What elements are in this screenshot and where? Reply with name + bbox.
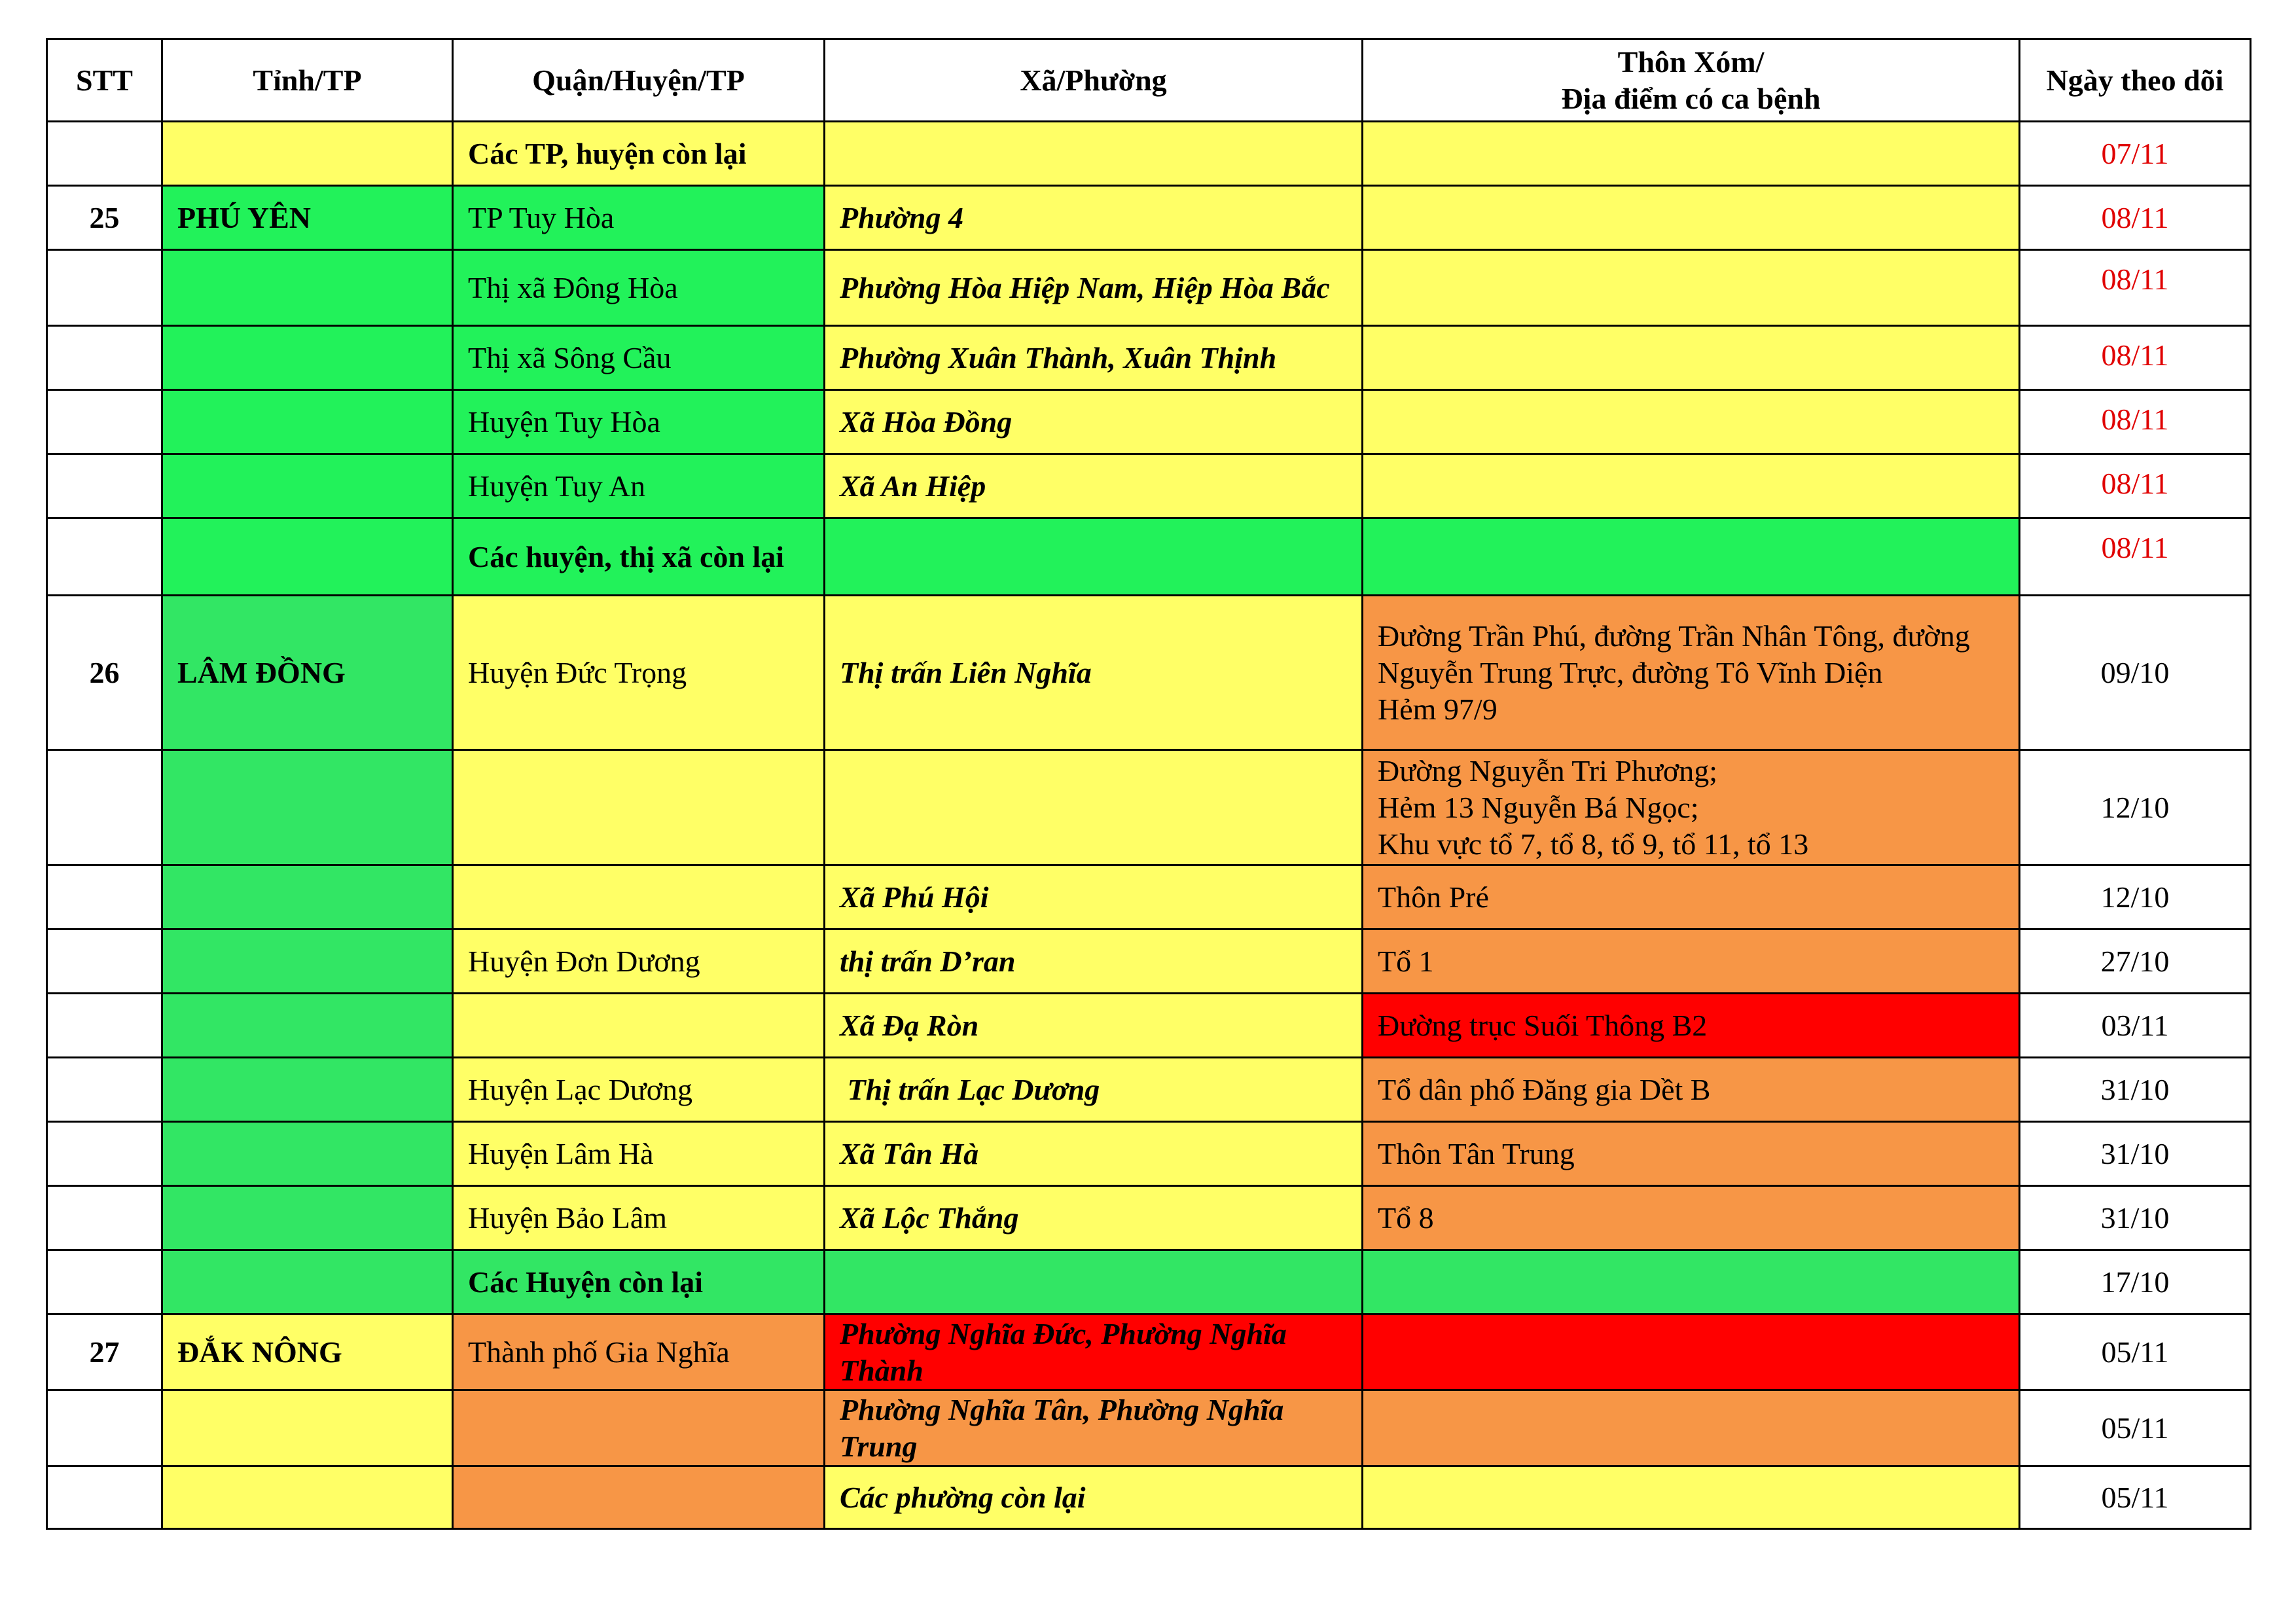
cell-stt (47, 1186, 162, 1250)
cell-district-text: Huyện Lâm Hà (468, 1136, 654, 1170)
table-row (47, 1186, 2251, 1250)
cell-stt (47, 750, 162, 865)
cell-location-text: Đường trục Suối Thông B2 (1378, 1008, 1708, 1042)
table-row (47, 750, 2251, 865)
table-row (47, 1390, 2251, 1466)
cell-date (2020, 1186, 2251, 1250)
cell-location (1363, 250, 2020, 326)
table-row (47, 186, 2251, 250)
cell-ward-text: Phường 4 (840, 200, 964, 234)
cell-location-text: Đường Nguyễn Tri Phương; (1378, 753, 1717, 787)
cell-date (2020, 122, 2251, 186)
cell-district (453, 750, 825, 865)
cell-date-text: 08/11 (2101, 531, 2169, 564)
cell-district-text: Các Huyện còn lại (468, 1265, 704, 1299)
cell-location (1363, 750, 2020, 865)
table-row (47, 250, 2251, 326)
cell-stt (47, 186, 162, 250)
cell-stt (47, 1122, 162, 1186)
cell-ward (825, 929, 1363, 994)
cell-ward (825, 994, 1363, 1058)
cell-district-text: Thị xã Sông Cầu (468, 340, 672, 374)
cell-stt-text: 26 (89, 655, 120, 689)
table-row (47, 865, 2251, 929)
cell-district (453, 186, 825, 250)
cell-location-text: Hẻm 13 Nguyễn Bá Ngọc; (1378, 790, 1699, 824)
cell-province (162, 122, 453, 186)
cell-date (2020, 750, 2251, 865)
cell-date (2020, 596, 2251, 750)
cell-location-text: Thôn Pré (1378, 880, 1489, 914)
cell-date (2020, 250, 2251, 326)
cell-date-text: 08/11 (2101, 200, 2169, 234)
cell-date (2020, 518, 2251, 596)
cell-ward-text: thị trấn D’ran (840, 944, 1016, 978)
cell-province (162, 865, 453, 929)
cell-province (162, 1390, 453, 1466)
cell-district-text: Huyện Đức Trọng (468, 655, 687, 689)
cell-date-text: 08/11 (2101, 338, 2169, 372)
cell-district (453, 390, 825, 454)
cell-district (453, 1466, 825, 1529)
cell-district-text: Huyện Tuy Hòa (468, 405, 660, 439)
cell-district (453, 596, 825, 750)
cell-stt (47, 929, 162, 994)
cell-stt-text: 25 (89, 200, 120, 234)
cell-date (2020, 1058, 2251, 1122)
cell-stt (47, 390, 162, 454)
cell-date-text: 27/10 (2100, 944, 2170, 978)
cell-date (2020, 1466, 2251, 1529)
cell-district-text: Thị xã Đông Hòa (468, 270, 678, 304)
cell-ward-text: Phường Hòa Hiệp Nam, Hiệp Hòa Bắc (840, 270, 1330, 304)
cell-stt (47, 122, 162, 186)
cell-date (2020, 865, 2251, 929)
cell-district-text: TP Tuy Hòa (468, 200, 615, 234)
cell-location-text: Hẻm 97/9 (1378, 692, 1498, 726)
cell-district-text: Huyện Tuy An (468, 469, 645, 503)
cell-location (1363, 929, 2020, 994)
cell-province-text: ĐẮK NÔNG (177, 1335, 342, 1369)
cell-ward (825, 454, 1363, 518)
cell-district (453, 1250, 825, 1314)
header-district: Quận/Huyện/TP (453, 39, 825, 122)
cell-province (162, 1314, 453, 1390)
cell-ward-text: Phường Nghĩa Tân, Phường Nghĩa Trung (840, 1392, 1284, 1463)
cell-location (1363, 994, 2020, 1058)
cell-date (2020, 994, 2251, 1058)
cell-date-text: 08/11 (2101, 262, 2169, 296)
cell-location (1363, 518, 2020, 596)
cell-location-text: Thôn Tân Trung (1378, 1136, 1575, 1170)
cell-date-text: 31/10 (2100, 1072, 2170, 1106)
cell-ward (825, 865, 1363, 929)
cell-location (1363, 1186, 2020, 1250)
cell-province (162, 1058, 453, 1122)
table-row (47, 454, 2251, 518)
cell-date-text: 12/10 (2100, 880, 2170, 914)
cell-location-text: Đường Trần Phú, đường Trần Nhân Tông, đường Nguyễn Trung Trực, đường Tô Vĩnh Diện (1378, 619, 1970, 689)
cell-ward (825, 326, 1363, 390)
table-body (47, 122, 2251, 1529)
cell-location (1363, 1466, 2020, 1529)
cell-stt (47, 1466, 162, 1529)
cell-province (162, 390, 453, 454)
header-date: Ngày theo dõi (2020, 39, 2251, 122)
table-row (47, 1250, 2251, 1314)
table-row (47, 518, 2251, 596)
cell-location (1363, 1390, 2020, 1466)
cell-province (162, 1186, 453, 1250)
table-row (47, 326, 2251, 390)
cell-date-text: 07/11 (2101, 136, 2169, 170)
cell-ward-text: Các phường còn lại (840, 1480, 1086, 1514)
header-location (1363, 39, 2020, 122)
cell-date (2020, 929, 2251, 994)
cell-location (1363, 1250, 2020, 1314)
cell-district (453, 326, 825, 390)
cell-province-text: PHÚ YÊN (177, 200, 312, 234)
cell-district (453, 865, 825, 929)
cell-date-text: 05/11 (2101, 1411, 2169, 1445)
cell-district-text: Huyện Bảo Lâm (468, 1200, 668, 1235)
cell-province (162, 1250, 453, 1314)
cell-province (162, 186, 453, 250)
cell-ward (825, 1186, 1363, 1250)
cell-district (453, 518, 825, 596)
cell-location-text: Tổ 8 (1378, 1200, 1434, 1235)
cell-ward-text: Xã Hòa Đồng (840, 405, 1013, 439)
cell-province (162, 518, 453, 596)
cell-ward (825, 1314, 1363, 1390)
cell-stt (47, 1390, 162, 1466)
cell-location (1363, 390, 2020, 454)
cell-district (453, 250, 825, 326)
cell-ward (825, 1058, 1363, 1122)
header-location-line1: Thôn Xóm/ (1617, 45, 1765, 79)
table-row (47, 1058, 2251, 1122)
cell-ward (825, 250, 1363, 326)
cell-date-text: 31/10 (2100, 1200, 2170, 1235)
cell-location (1363, 326, 2020, 390)
cell-date-text: 31/10 (2100, 1136, 2170, 1170)
cell-district-text: Các TP, huyện còn lại (468, 136, 747, 170)
cell-province (162, 596, 453, 750)
cell-province-text: LÂM ĐỒNG (177, 655, 346, 689)
cell-stt (47, 326, 162, 390)
table-row (47, 390, 2251, 454)
cell-date (2020, 1122, 2251, 1186)
cell-date (2020, 454, 2251, 518)
cell-district (453, 1058, 825, 1122)
cell-ward (825, 518, 1363, 596)
cell-ward-text: Phường Xuân Thành, Xuân Thịnh (840, 340, 1277, 374)
cell-ward (825, 596, 1363, 750)
table-row (47, 122, 2251, 186)
cell-stt (47, 994, 162, 1058)
cell-date (2020, 1314, 2251, 1390)
cell-province (162, 1466, 453, 1529)
cell-province (162, 326, 453, 390)
cell-province (162, 929, 453, 994)
cell-ward-text: Thị trấn Lạc Dương (840, 1072, 1100, 1106)
cell-location-text: Tổ 1 (1378, 944, 1434, 978)
cell-province (162, 1122, 453, 1186)
table-row (47, 1466, 2251, 1529)
cell-province (162, 994, 453, 1058)
cell-district-text: Huyện Đơn Dương (468, 944, 700, 978)
cell-date-text: 08/11 (2101, 467, 2169, 500)
cell-date (2020, 326, 2251, 390)
header-stt: STT (47, 39, 162, 122)
cell-location (1363, 1122, 2020, 1186)
cell-district (453, 1314, 825, 1390)
cell-ward (825, 1250, 1363, 1314)
cell-district-text: Huyện Lạc Dương (468, 1072, 693, 1106)
cell-stt (47, 865, 162, 929)
cell-location (1363, 1314, 2020, 1390)
cell-ward (825, 186, 1363, 250)
cell-district (453, 929, 825, 994)
cell-province (162, 250, 453, 326)
table-row (47, 1314, 2251, 1390)
cell-location (1363, 122, 2020, 186)
cell-date-text: 03/11 (2101, 1008, 2169, 1042)
cell-ward (825, 1122, 1363, 1186)
cell-province (162, 454, 453, 518)
cell-ward (825, 390, 1363, 454)
cell-stt (47, 454, 162, 518)
cell-stt (47, 1250, 162, 1314)
cell-district-text: Các huyện, thị xã còn lại (468, 539, 785, 573)
header-row (47, 39, 2251, 122)
cell-date (2020, 1250, 2251, 1314)
cell-stt (47, 1058, 162, 1122)
table-row (47, 929, 2251, 994)
cell-date (2020, 390, 2251, 454)
cell-location (1363, 1058, 2020, 1122)
cell-stt (47, 250, 162, 326)
cell-date-text: 05/11 (2101, 1480, 2169, 1514)
table-row (47, 596, 2251, 750)
cell-date-text: 12/10 (2100, 790, 2170, 824)
cell-date (2020, 1390, 2251, 1466)
case-tracking-table (46, 38, 2251, 1530)
cell-ward-text: Xã Đạ Ròn (840, 1008, 979, 1042)
cell-ward (825, 1466, 1363, 1529)
cell-location (1363, 596, 2020, 750)
table-header (47, 39, 2251, 122)
cell-date-text: 17/10 (2100, 1265, 2170, 1299)
cell-location (1363, 454, 2020, 518)
cell-district (453, 1122, 825, 1186)
cell-location-text: Tổ dân phố Đăng gia Dềt B (1378, 1072, 1711, 1106)
cell-date (2020, 186, 2251, 250)
cell-stt (47, 518, 162, 596)
cell-district (453, 1390, 825, 1466)
cell-ward-text: Xã Phú Hội (840, 880, 989, 914)
cell-ward (825, 750, 1363, 865)
cell-location-text: Khu vực tổ 7, tổ 8, tổ 9, tổ 11, tổ 13 (1378, 827, 1809, 861)
header-location-line2: Địa điểm có ca bệnh (1561, 81, 1821, 115)
cell-district (453, 454, 825, 518)
cell-ward-text: Xã Tân Hà (840, 1136, 979, 1170)
cell-ward-text: Xã Lộc Thắng (840, 1200, 1019, 1235)
cell-date-text: 09/10 (2100, 655, 2170, 689)
cell-ward-text: Thị trấn Liên Nghĩa (840, 655, 1092, 689)
cell-district (453, 1186, 825, 1250)
header-ward: Xã/Phường (825, 39, 1363, 122)
cell-stt-text: 27 (89, 1335, 120, 1369)
cell-district (453, 122, 825, 186)
cell-province (162, 750, 453, 865)
cell-district (453, 994, 825, 1058)
cell-district-text: Thành phố Gia Nghĩa (468, 1335, 730, 1369)
header-province: Tỉnh/TP (162, 39, 453, 122)
cell-date-text: 08/11 (2101, 403, 2169, 436)
cell-ward (825, 1390, 1363, 1466)
cell-stt (47, 1314, 162, 1390)
table-row (47, 1122, 2251, 1186)
cell-ward-text: Phường Nghĩa Đức, Phường Nghĩa Thành (840, 1316, 1287, 1387)
cell-ward (825, 122, 1363, 186)
cell-stt (47, 596, 162, 750)
cell-location (1363, 186, 2020, 250)
cell-location (1363, 865, 2020, 929)
cell-date-text: 05/11 (2101, 1335, 2169, 1369)
cell-ward-text: Xã An Hiệp (840, 469, 986, 503)
table-row (47, 994, 2251, 1058)
